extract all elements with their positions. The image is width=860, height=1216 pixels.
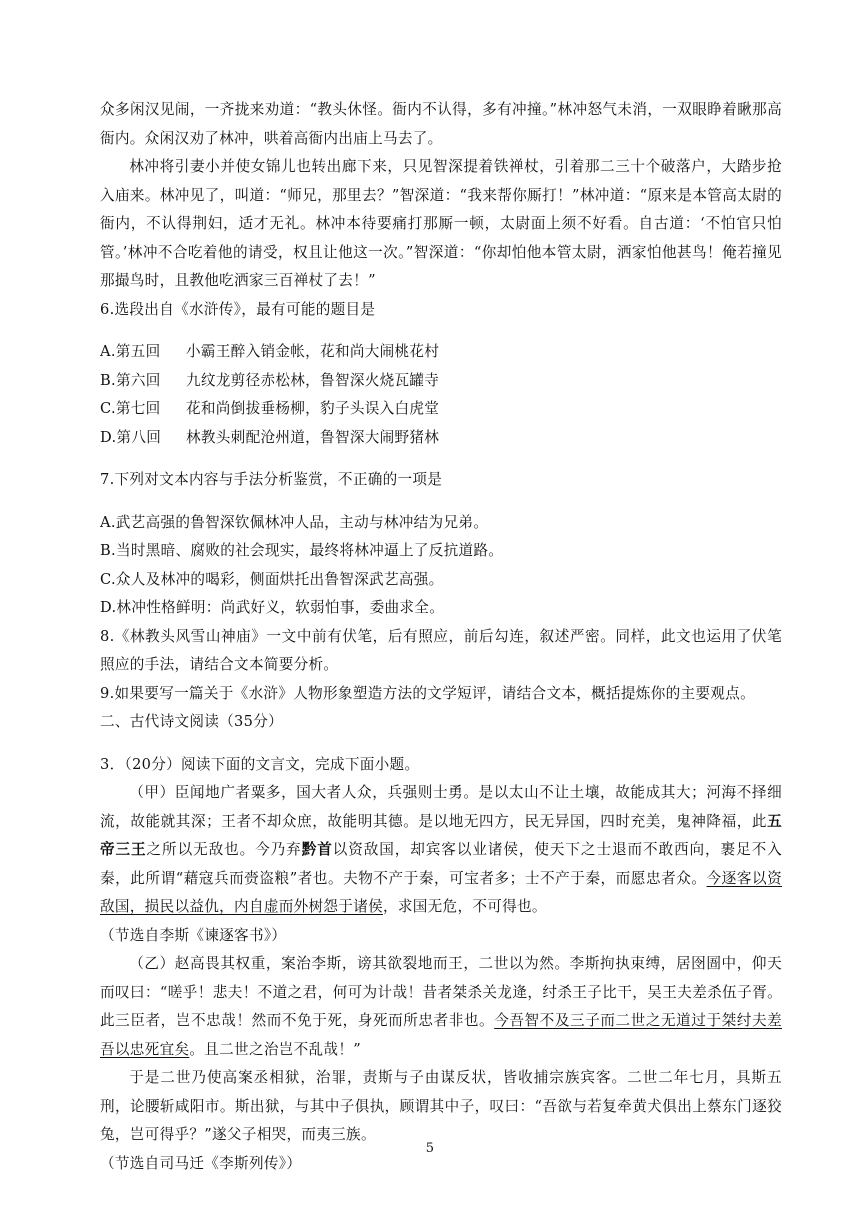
bold-term-wudi-sanwang: 五帝三王 xyxy=(100,812,782,858)
page-number: 5 xyxy=(425,1141,435,1156)
passage-yi-paragraph-2: 于是二世乃使高案丞相狱，治罪，责斯与子由谋反状，皆收捕宗族宾客。二世二年七月，具斯五刑，论腰斩咸阳市。斯出狱，与其中子俱执，顾谓其中子，叹曰：“吾欲与若复牵黄犬俱出上蔡东门逐狡兔，岂可得乎？”遂父子相哭，而夷三族。 xyxy=(100,1069,782,1143)
question-8: 8.《林教头风雪山神庙》一文中前有伏笔，后有照应，前后勾连，叙述严密。同样，此文也运用了伏笔照应的手法，请结合文本简要分析。 xyxy=(100,627,782,673)
question-6-option-a: A.第五回 小霸王醉入销金帐，花和尚大闹桃花村 xyxy=(100,343,440,360)
question-3-stem: 3．（20分）阅读下面的文言文，完成下面小题。 xyxy=(100,755,420,773)
passage-paragraph-2: 林冲将引妻小并使女锦儿也转出廊下来，只见智深提着铁禅杖，引着那二三十个破落户，大踏步抢入庙来。林冲见了，叫道：“师兄，那里去？”智深道：“我来帮你厮打！”林冲道：“原来是本管高太尉的衙内，不认得荆妇，适才无礼。林冲本待要痛打那厮一顿，太尉面上须不好看。自古道：‘不怕官只怕管。’林冲不合吃着他的请受，权且让他这一次。”智深道：“你却怕他本管太尉，洒家怕他甚鸟！俺若撞见那撮鸟时，且教他吃洒家三百禅杖了去！” xyxy=(100,158,782,289)
passage-paragraph-1: 众多闲汉见闹，一齐拢来劝道：“教头休怪。衙内不认得，多有冲撞。”林冲怒气未消，一双眼睁着瞅那高衙内。众闲汉劝了林冲，哄着高衙内出庙上马去了。 xyxy=(100,101,782,147)
passage-yi: （乙）赵高畏其权重，案治李斯，谤其欲裂地而王，二世以为然。李斯拘执束缚，居囹圄中，仰天而叹曰：“嗟乎！悲夫！不道之君，何可为计哉！昔者桀杀关龙逄，纣杀王子比干，吴王夫差杀伍子胥。此三臣者，岂不忠哉！然而不免于死，身死而所忠者非也。今吾智不及三子而二世之无道过于桀纣夫差吾以忠死宜矣。且二世之治岂不乱哉！” xyxy=(100,955,782,1058)
question-6-options xyxy=(100,338,782,452)
source-jia: （节选自李斯《谏逐客书》） xyxy=(100,926,287,944)
bold-term-qianshou: 黔首 xyxy=(301,841,333,858)
question-6-option-d: D.第八回 林教头刺配沧州道，鲁智深大闹野猪林 xyxy=(100,428,440,446)
underlined-sentence-yi: 今吾智不及三子而二世之无道过于桀纣夫差吾以忠死宜矣 xyxy=(100,1012,782,1058)
question-7-stem: 7.下列对文本内容与手法分析鉴赏，不正确的一项是 xyxy=(100,471,443,488)
question-6-option-c: C.第七回 花和尚倒拔垂杨柳，豹子头误入白虎堂 xyxy=(100,400,440,417)
question-6-option-b: B.第六回 九纹龙剪径赤松林，鲁智深火烧瓦罐寺 xyxy=(100,371,440,389)
section-2-heading: 二、古代诗文阅读（35分） xyxy=(100,713,284,730)
question-6-stem: 6.选段出自《水浒传》，最有可能的题目是 xyxy=(100,300,376,318)
source-yi: （节选自司马迁《李斯列传》） xyxy=(100,1154,302,1172)
question-7-options xyxy=(100,509,782,623)
passage-jia: （甲）臣闻地广者粟多，国大者人众，兵强则士勇。是以太山不让土壤，故能成其大；河海不择细流，故能就其深；王者不却众庶，故能明其德。是以地无四方，民无异国，四时充美，鬼神降福，此五帝三王之所以无敌也。今乃弃黔首以资敌国，却宾客以业诸侯，使天下之士退而不敢西向，裹足不入秦，此所谓“藉寇兵而赍盗粮”者也。夫物不产于秦，可宝者多；士不产于秦，而愿忠者众。今逐客以资敌国，损民以益仇，内自虚而外树怨于诸侯，求国无危，不可得也。 xyxy=(100,784,782,915)
question-7-option-b: B.当时黑暗、腐败的社会现实，最终将林冲逼上了反抗道路。 xyxy=(100,542,504,559)
question-7-option-a: A.武艺高强的鲁智深钦佩林冲人品，主动与林冲结为兄弟。 xyxy=(100,513,489,531)
question-7-option-c: C.众人及林冲的喝彩，侧面烘托出鲁智深武艺高强。 xyxy=(100,570,444,588)
underlined-sentence-jia: 今逐客以资敌国，损民以益仇，内自虚而外树怨于诸侯 xyxy=(100,869,782,915)
question-7-option-d: D.林冲性格鲜明：尚武好义，软弱怕事，委曲求全。 xyxy=(100,599,445,616)
question-9: 9.如果要写一篇关于《水浒》人物形象塑造方法的文学短评，请结合文本，概括提炼你的主要观点。 xyxy=(100,684,755,702)
